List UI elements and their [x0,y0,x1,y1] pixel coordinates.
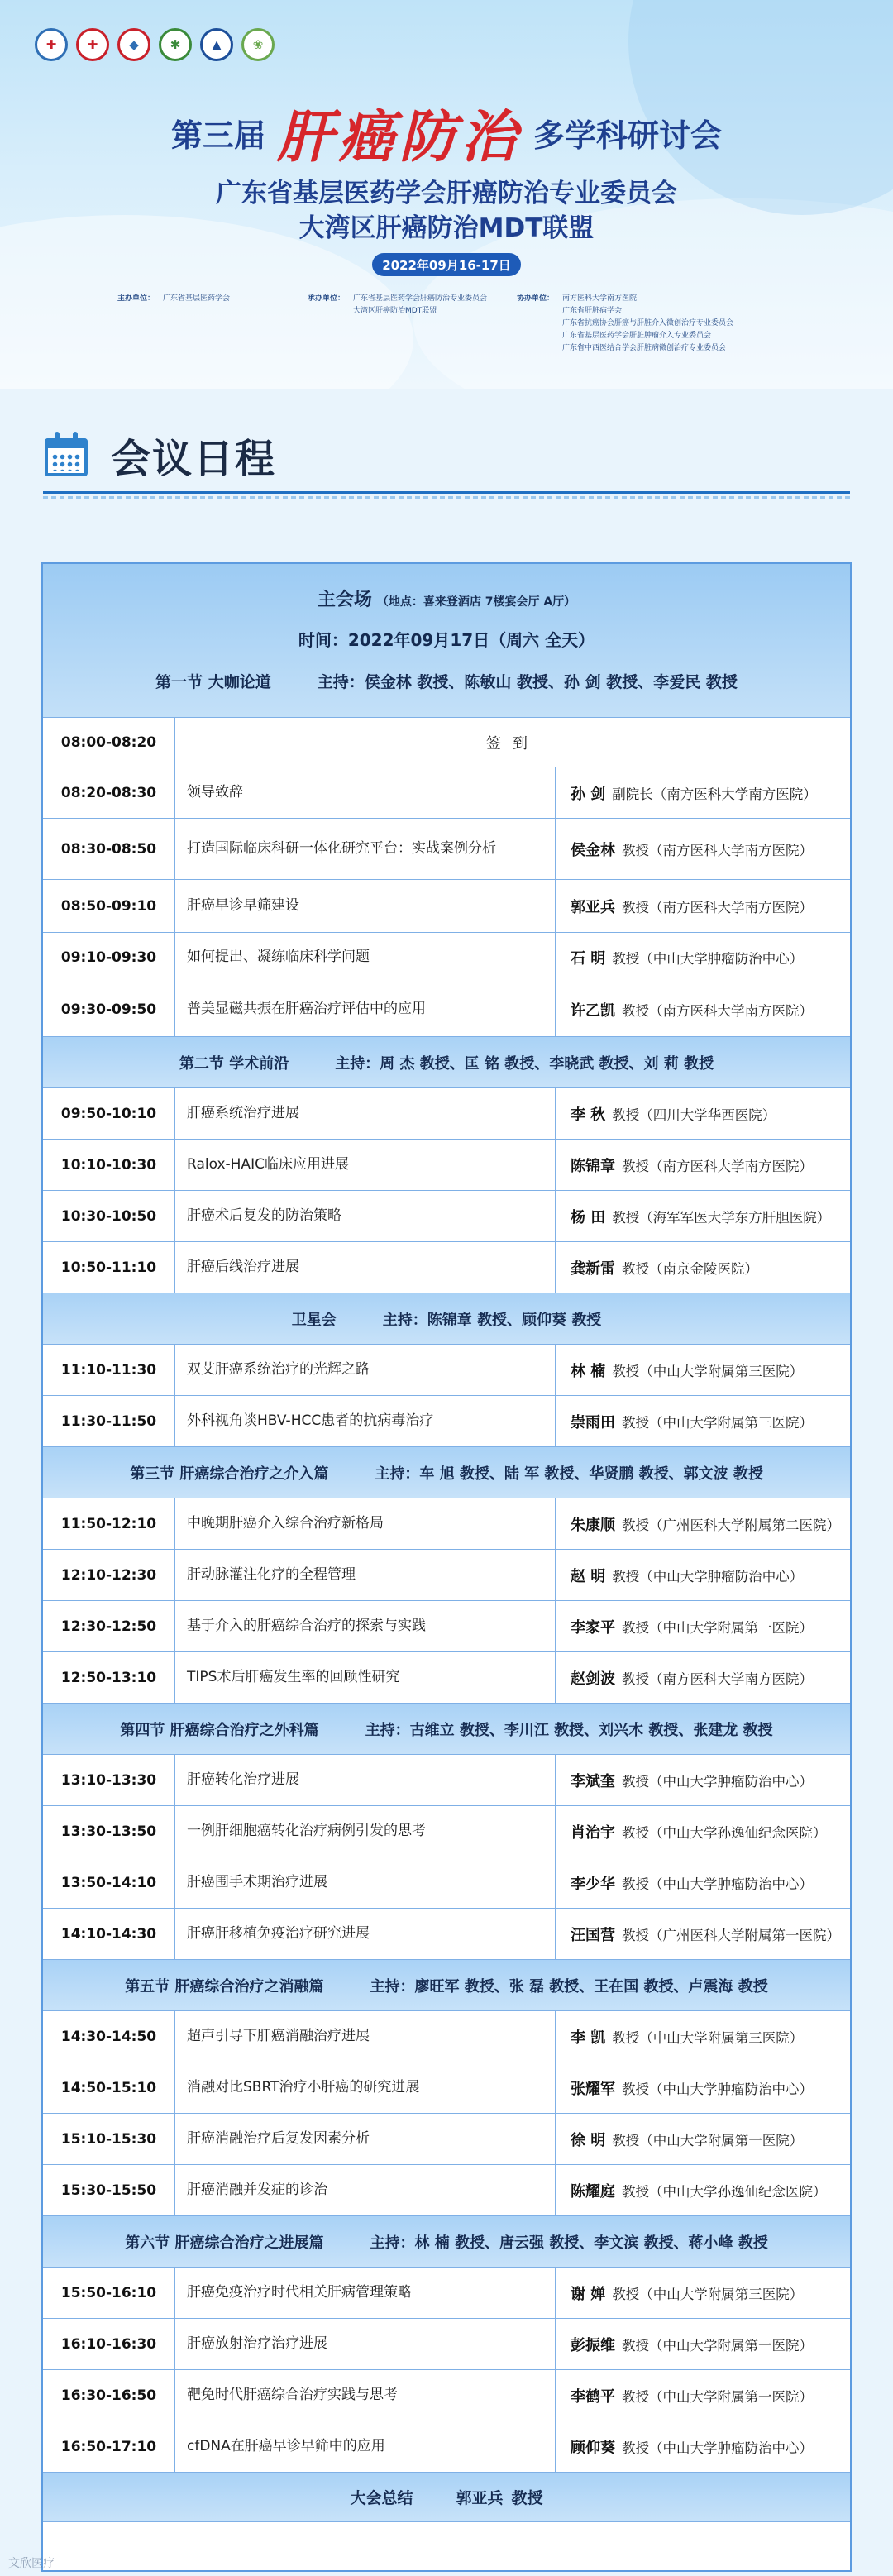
session-header-text [43,1308,850,1330]
agenda-row [43,1191,850,1242]
session-name: 第一节 大咖论道 [155,673,271,691]
title-brand: 肝癌防治 [276,104,522,170]
row-time: 14:10-14:30 [43,1909,175,1959]
summary-label: 大会总结 [350,2489,413,2507]
session-chairs: 主持：车 旭 教授、陆 军 教授、华贤鹏 教授、郭文波 教授 [375,1465,763,1483]
speaker-affiliation: 教授（广州医科大学附属第一医院） [622,1927,840,1943]
row-topic: 肝癌放射治疗治疗进展 [175,2319,556,2369]
row-topic: 肝癌系统治疗进展 [175,1088,556,1139]
row-topic: 肝癌转化治疗进展 [175,1755,556,1805]
session-header-text [43,1462,850,1484]
association-logo-2-icon: ✚ [76,28,109,61]
row-time: 09:30-09:50 [43,982,175,1036]
speaker-affiliation: 教授（中山大学附属第一医院） [622,2337,813,2354]
row-speaker [556,2011,850,2062]
agenda-row [43,1140,850,1191]
agenda-row [43,1755,850,1806]
row-topic: 外科视角谈HBV-HCC患者的抗病毒治疗 [175,1396,556,1446]
association-logo-4-icon: ✱ [159,28,192,61]
speaker-affiliation: 教授（中山大学肿瘤防治中心） [612,950,804,967]
agenda-row [43,2114,850,2165]
association-logo-6-icon: ❀ [241,28,275,61]
organizer-info [308,293,487,318]
speaker-affiliation: 教授（中山大学附属第三医院） [612,1363,804,1379]
speaker-affiliation: 教授（南方医科大学南方医院） [622,1670,813,1687]
row-time: 08:30-08:50 [43,819,175,879]
session-header [43,1960,850,2011]
speaker-name: 李少华 [571,1875,615,1893]
row-topic: 消融对比SBRT治疗小肝癌的研究进展 [175,2062,556,2113]
row-time: 15:30-15:50 [43,2165,175,2215]
organizer-value: 广东省基层医药学会肝癌防治专业委员会 [353,294,488,303]
organizer-value: 大湾区肝癌防治MDT联盟 [353,307,437,315]
row-speaker [556,1806,850,1857]
row-time: 10:50-11:10 [43,1242,175,1293]
row-speaker [556,1242,850,1293]
agenda-heading [43,430,276,480]
speaker-affiliation: 教授（南方医科大学南方医院） [622,1002,813,1019]
subtitle-committee: 广东省基层医药学会肝癌防治专业委员会 [216,179,677,208]
speaker-name: 孙 剑 [571,785,606,803]
speaker-name: 张耀军 [571,2080,615,2098]
session-name: 第六节 肝癌综合治疗之进展篇 [125,2234,324,2252]
row-speaker [556,2062,850,2113]
row-time: 11:30-11:50 [43,1396,175,1446]
agenda-row [43,1498,850,1550]
row-time: 16:30-16:50 [43,2370,175,2421]
row-time: 10:30-10:50 [43,1191,175,1241]
session-name: 卫星会 [291,1311,337,1329]
host-info [117,293,230,305]
speaker-affiliation: 教授（广州医科大学附属第二医院） [622,1517,840,1533]
row-topic: 肝癌早诊早筛建设 [175,880,556,932]
agenda-row [43,1396,850,1447]
speaker-name: 朱康顺 [571,1516,615,1534]
agenda-row [43,2370,850,2421]
row-speaker [556,2114,850,2164]
row-topic: 中晚期肝癌介入综合治疗新格局 [175,1498,556,1549]
coorganizer-info [517,293,733,355]
agenda-row [43,819,850,880]
row-topic: 双艾肝癌系统治疗的光辉之路 [175,1345,556,1395]
row-speaker [556,1755,850,1805]
row-speaker [556,1601,850,1651]
row-speaker [556,819,850,879]
agenda-row [43,982,850,1037]
row-time: 08:00-08:20 [43,718,175,767]
watermark: 文欣医疗 [8,2557,55,2570]
association-logo-5-icon: ▲ [200,28,233,61]
session-chairs: 主持：林 楠 教授、唐云强 教授、李文滨 教授、蒋小峰 教授 [370,2234,768,2252]
title-edition: 第三届 [170,117,265,154]
speaker-name: 陈锦章 [571,1157,615,1175]
agenda-row [43,2319,850,2370]
row-time: 16:50-17:10 [43,2421,175,2472]
row-topic: 领导致辞 [175,767,556,818]
row-time: 16:10-16:30 [43,2319,175,2369]
row-topic: 肝癌肝移植免疫治疗研究进展 [175,1909,556,1959]
row-topic: 如何提出、凝练临床科学问题 [175,933,556,982]
speaker-name: 彭振维 [571,2336,615,2354]
row-time: 14:30-14:50 [43,2011,175,2062]
speaker-name: 郭亚兵 [571,898,615,916]
agenda-row [43,933,850,982]
speaker-name: 肖治宇 [571,1823,615,1842]
speaker-affiliation: 教授（中山大学肿瘤防治中心） [622,2440,813,2456]
speaker-name: 徐 明 [571,2131,606,2149]
row-speaker [556,1550,850,1600]
row-topic: 普美显磁共振在肝癌治疗评估中的应用 [175,982,556,1036]
speaker-name: 李 秋 [571,1106,606,1124]
coorganizer-value: 广东省中西医结合学会肝脏病微创治疗专业委员会 [562,344,727,352]
speaker-name: 杨 田 [571,1208,606,1226]
speaker-affiliation: 教授（中山大学附属第一医院） [612,2132,804,2148]
agenda-row [43,1550,850,1601]
session-name: 第四节 肝癌综合治疗之外科篇 [120,1721,319,1739]
closing-summary-row [43,2473,850,2522]
session-header [43,2216,850,2268]
organizer-label: 承办单位： [308,294,346,303]
speaker-name: 赵剑波 [571,1670,615,1688]
speaker-affiliation: 教授（中山大学孙逸仙纪念医院） [622,2183,827,2200]
subtitle-alliance: 大湾区肝癌防治MDT联盟 [298,213,595,243]
speaker-name: 李斌奎 [571,1772,615,1790]
agenda-row [43,1857,850,1909]
speaker-affiliation: 教授（中山大学附属第一医院） [622,2388,813,2405]
session-header [43,1704,850,1755]
row-topic: 一例肝细胞癌转化治疗病例引发的思考 [175,1806,556,1857]
row-time: 15:50-16:10 [43,2268,175,2318]
speaker-affiliation: 教授（中山大学肿瘤防治中心） [622,1876,813,1892]
row-speaker [556,1909,850,1959]
row-topic: 肝动脉灌注化疗的全程管理 [175,1550,556,1600]
row-topic: 打造国际临床科研一体化研究平台：实战案例分析 [175,819,556,879]
speaker-affiliation: 教授（中山大学附属第一医院） [622,1619,813,1636]
agenda-row [43,1806,850,1857]
main-venue-header [43,564,850,718]
speaker-name: 李鹤平 [571,2387,615,2406]
schedule-table [41,562,852,2572]
row-speaker [556,1498,850,1549]
speaker-affiliation: 教授（南方医科大学南方医院） [622,842,813,858]
speaker-affiliation: 教授（南京金陵医院） [622,1260,758,1277]
agenda-row [43,1652,850,1704]
main-venue-label: 主会场 [317,590,372,610]
row-time: 14:50-15:10 [43,2062,175,2113]
main-venue-time: 时间：2022年09月17日（周六 全天） [298,630,595,650]
session-name: 第三节 肝癌综合治疗之介入篇 [130,1465,329,1483]
speaker-affiliation: 教授（中山大学肿瘤防治中心） [622,1773,813,1790]
host-label: 主办单位： [117,294,155,303]
agenda-row [43,2062,850,2114]
agenda-row [43,2165,850,2216]
row-topic: TIPS术后肝癌发生率的回顾性研究 [175,1652,556,1703]
summary-speaker-title: 教授 [511,2489,543,2507]
speaker-name: 李 凯 [571,2029,606,2047]
session-name: 第二节 学术前沿 [179,1054,289,1073]
row-speaker [556,1345,850,1395]
speaker-name: 汪国营 [571,1926,615,1944]
row-time: 11:10-11:30 [43,1345,175,1395]
session-chairs: 主持：侯金林 教授、陈敏山 教授、孙 剑 教授、李爱民 教授 [317,673,738,691]
row-speaker [556,2421,850,2472]
agenda-row [43,1601,850,1652]
row-topic: 靶免时代肝癌综合治疗实践与思考 [175,2370,556,2421]
agenda-row [43,1909,850,1960]
session-chairs: 主持：陈锦章 教授、顾仰葵 教授 [382,1311,602,1329]
agenda-row [43,1242,850,1293]
row-speaker [556,1088,850,1139]
association-logo-3-icon: ◆ [117,28,150,61]
row-topic: 基于介入的肝癌综合治疗的探索与实践 [175,1601,556,1651]
speaker-name: 崇雨田 [571,1413,615,1431]
row-topic: cfDNA在肝癌早诊早筛中的应用 [175,2421,556,2472]
speaker-affiliation: 教授（中山大学肿瘤防治中心） [622,2081,813,2097]
row-time: 12:50-13:10 [43,1652,175,1703]
session-header [43,1037,850,1088]
row-time: 09:10-09:30 [43,933,175,982]
agenda-row [43,2421,850,2473]
divider [43,491,850,494]
row-time: 09:50-10:10 [43,1088,175,1139]
session-chairs: 主持：周 杰 教授、匡 铭 教授、李晓武 教授、刘 莉 教授 [335,1054,714,1073]
agenda-row [43,880,850,933]
row-checkin: 签到 [486,734,539,753]
speaker-affiliation: 教授（中山大学附属第三医院） [622,1414,813,1431]
session-header [43,670,850,692]
session-chairs: 主持：廖旺军 教授、张 磊 教授、王在国 教授、卢震海 教授 [370,1977,768,1995]
agenda-row [43,718,850,767]
association-logo-1-icon: ✚ [35,28,68,61]
row-topic: 肝癌围手术期治疗进展 [175,1857,556,1908]
row-topic: 肝癌术后复发的防治策略 [175,1191,556,1241]
row-topic: 肝癌后线治疗进展 [175,1242,556,1293]
speaker-affiliation: 教授（中山大学附属第三医院） [612,2286,804,2302]
row-time: 13:10-13:30 [43,1755,175,1805]
session-header [43,1447,850,1498]
speaker-name: 谢 婵 [571,2285,606,2303]
row-topic: 超声引导下肝癌消融治疗进展 [175,2011,556,2062]
row-speaker [556,1140,850,1190]
row-speaker [556,2370,850,2421]
row-time: 10:10-10:30 [43,1140,175,1190]
session-name: 第五节 肝癌综合治疗之消融篇 [125,1977,324,1995]
row-time: 08:20-08:30 [43,767,175,818]
speaker-name: 李家平 [571,1618,615,1637]
row-speaker [556,1396,850,1446]
row-topic: 肝癌消融治疗后复发因素分析 [175,2114,556,2164]
speaker-name: 侯金林 [571,841,615,859]
agenda-row [43,1345,850,1396]
summary-speaker-name: 郭亚兵 [456,2489,504,2507]
speaker-affiliation: 教授（中山大学肿瘤防治中心） [612,1568,804,1584]
row-time: 12:10-12:30 [43,1550,175,1600]
event-title [0,93,893,173]
agenda-row [43,767,850,819]
divider [43,496,850,499]
speaker-affiliation: 教授（中山大学附属第三医院） [612,2029,804,2046]
main-venue-location: （地点：喜来登酒店 7楼宴会厅 A厅） [376,595,576,609]
calendar-icon [43,432,89,478]
session-header-text [43,1975,850,1996]
speaker-name: 许乙凯 [571,1001,615,1020]
row-speaker [556,880,850,932]
row-speaker [556,982,850,1036]
host-value: 广东省基层医药学会 [163,294,231,303]
agenda-row [43,2011,850,2062]
agenda-row [43,2268,850,2319]
row-speaker [556,767,850,818]
speaker-name: 龚新雷 [571,1259,615,1278]
speaker-affiliation: 副院长（南方医科大学南方医院） [612,786,817,802]
session-header-text [43,1052,850,1073]
session-chairs: 主持：古维立 教授、李川江 教授、刘兴木 教授、张建龙 教授 [365,1721,773,1739]
speaker-affiliation: 教授（四川大学华西医院） [612,1106,776,1123]
coorganizer-value: 广东省抗癌协会肝癌与肝脏介入微创治疗专业委员会 [562,319,734,327]
session-header-text [43,2231,850,2253]
row-topic: Ralox-HAIC临床应用进展 [175,1140,556,1190]
session-header-text [43,1718,850,1740]
agenda-row [43,1088,850,1140]
speaker-affiliation: 教授（南方医科大学南方医院） [622,899,813,915]
row-speaker [556,933,850,982]
row-topic: 肝癌免疫治疗时代相关肝病管理策略 [175,2268,556,2318]
speaker-name: 石 明 [571,949,606,968]
coorganizer-value: 广东省肝脏病学会 [562,307,623,315]
speaker-name: 陈耀庭 [571,2182,615,2201]
row-time: 08:50-09:10 [43,880,175,932]
row-speaker [556,1857,850,1908]
row-time: 12:30-12:50 [43,1601,175,1651]
session-header [43,1293,850,1345]
speaker-name: 赵 明 [571,1567,606,1585]
row-speaker [556,2319,850,2369]
speaker-name: 林 楠 [571,1362,606,1380]
row-speaker [556,1652,850,1703]
speaker-affiliation: 教授（南方医科大学南方医院） [622,1158,813,1174]
row-time: 11:50-12:10 [43,1498,175,1549]
header-banner [0,0,893,389]
speaker-affiliation: 教授（海军军医大学东方肝胆医院） [612,1209,831,1226]
row-time: 13:30-13:50 [43,1806,175,1857]
coorganizer-value: 广东省基层医药学会肝脏肿瘤介入专业委员会 [562,332,712,340]
row-time: 13:50-14:10 [43,1857,175,1908]
coorganizer-value: 南方医科大学南方医院 [562,294,638,303]
event-date-badge: 2022年09月16-17日 [372,253,521,276]
row-speaker [556,2165,850,2215]
speaker-name: 顾仰葵 [571,2439,615,2457]
row-speaker [556,1191,850,1241]
title-topic: 多学科研讨会 [533,117,723,154]
logo-strip [35,28,275,61]
speaker-affiliation: 教授（中山大学孙逸仙纪念医院） [622,1824,827,1841]
row-speaker [556,2268,850,2318]
agenda-title: 会议日程 [111,435,277,482]
row-topic: 肝癌消融并发症的诊治 [175,2165,556,2215]
row-time: 15:10-15:30 [43,2114,175,2164]
coorganizer-label: 协办单位： [517,294,555,303]
